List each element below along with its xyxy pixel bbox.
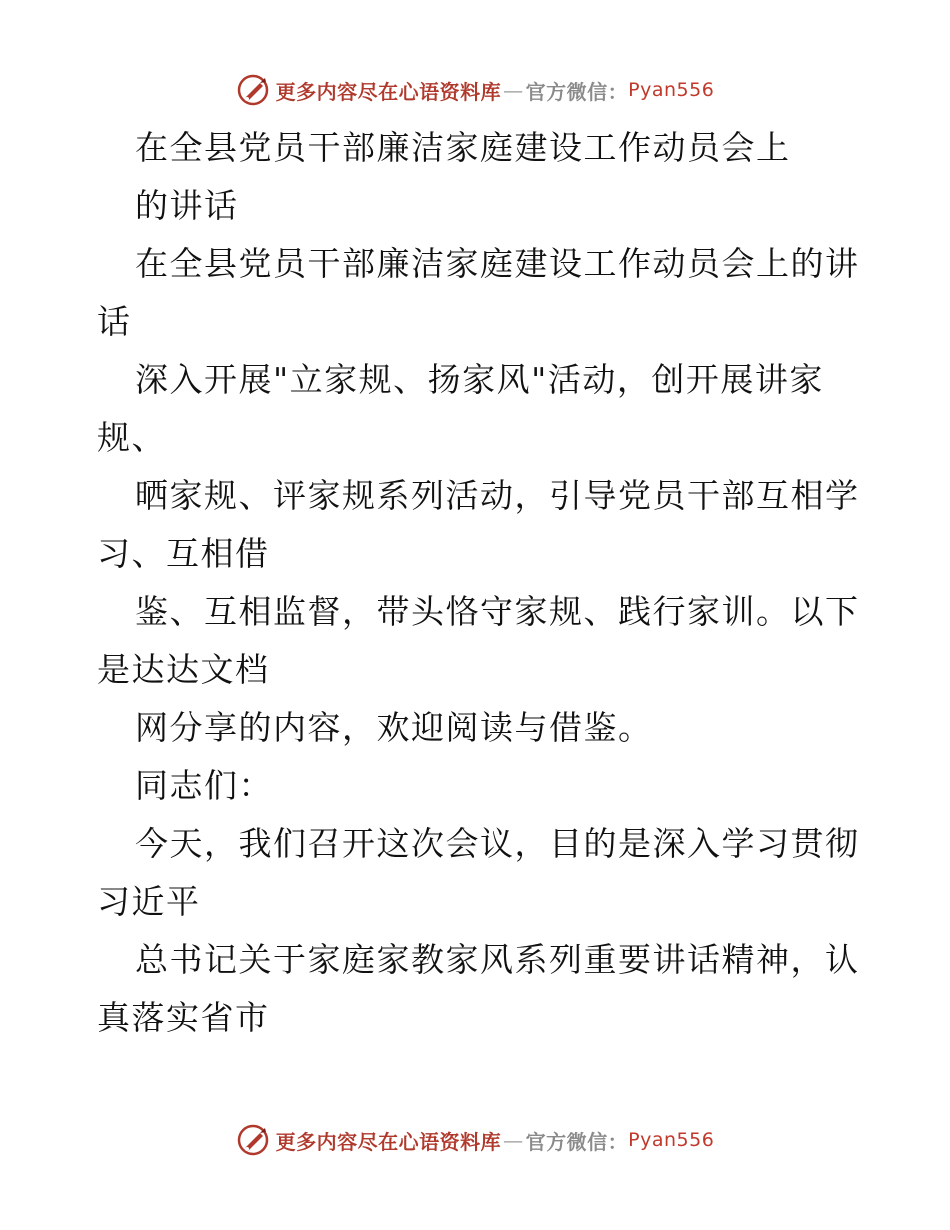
text-line: 晒家规、评家规系列活动，引导党员干部互相学 (135, 476, 860, 515)
text-line: 在全县党员干部廉洁家庭建设工作动员会上的讲 (135, 244, 860, 283)
text-line: 网分享的内容，欢迎阅读与借鉴。 (135, 708, 653, 747)
watermark-wechat-label: 官方微信： (525, 79, 629, 104)
watermark-dash: — (503, 1128, 524, 1152)
footer-watermark (0, 1122, 950, 1158)
text-line: 深入开展"立家规、扬家风"活动，创开展讲家 (135, 360, 824, 399)
quill-pen-icon (236, 1123, 270, 1157)
text-line: 总书记关于家庭家教家风系列重要讲话精神，认 (135, 940, 860, 979)
watermark-dash: — (503, 78, 524, 102)
watermark-brand: 更多内容尽在心语资料库 (275, 1129, 502, 1154)
watermark-wechat-id: Pyan556 (628, 79, 715, 101)
text-line: 话 (97, 302, 132, 341)
watermark-brand: 更多内容尽在心语资料库 (275, 79, 502, 104)
text-line: 是达达文档 (97, 650, 270, 689)
header-watermark (0, 72, 950, 108)
text-line: 习、互相借 (97, 534, 270, 573)
watermark-wechat-id: Pyan556 (628, 1129, 715, 1151)
text-line: 鉴、互相监督，带头恪守家规、践行家训。以下 (135, 592, 860, 631)
text-line: 规、 (97, 418, 166, 457)
doc-title-line-1: 在全县党员干部廉洁家庭建设工作动员会上 (135, 128, 791, 167)
salutation: 同志们： (135, 766, 273, 805)
text-line: 真落实省市 (97, 998, 270, 1037)
doc-title-line-2: 的讲话 (135, 186, 239, 225)
text-line: 习近平 (97, 882, 201, 921)
quill-pen-icon (236, 73, 270, 107)
watermark-wechat-label: 官方微信： (525, 1129, 629, 1154)
text-line: 今天，我们召开这次会议，目的是深入学习贯彻 (135, 824, 860, 863)
